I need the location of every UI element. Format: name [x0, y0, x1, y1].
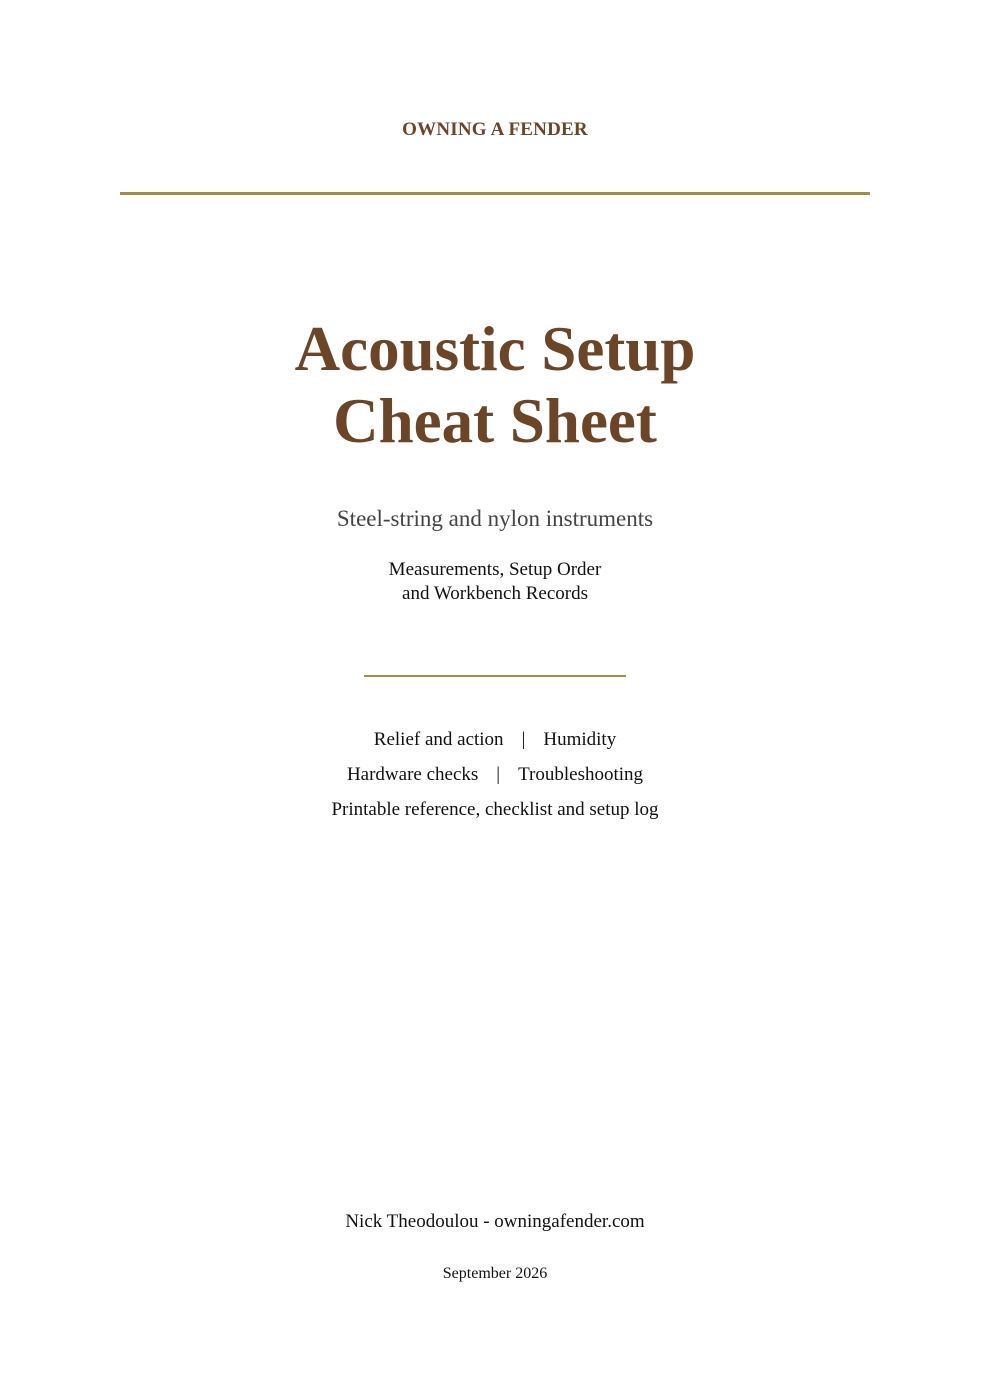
author-line: Nick Theodoulou - owningafender.com — [345, 1211, 645, 1232]
topic-row-1 — [0, 722, 990, 757]
topic-separator: | — [521, 729, 526, 750]
title-line-1: Acoustic Setup — [294, 314, 696, 384]
topic-separator: | — [496, 764, 501, 785]
topic-item: Hardware checks — [346, 764, 479, 785]
topic-list — [0, 722, 990, 827]
title-line-2: Cheat Sheet — [333, 386, 657, 456]
topic-item: Troubleshooting — [518, 764, 644, 785]
subtitle: Steel-string and nylon instruments — [336, 506, 654, 531]
description-line-2: and Workbench Records — [402, 583, 588, 604]
brand-header: OWNING A FENDER — [402, 119, 588, 140]
page-title — [0, 313, 990, 457]
publication-date: September 2026 — [442, 1265, 548, 1282]
description — [0, 558, 990, 606]
description-line-1: Measurements, Setup Order — [388, 559, 602, 580]
middle-divider — [364, 675, 626, 677]
topic-item: Relief and action — [373, 729, 504, 750]
topic-row-2 — [0, 757, 990, 792]
top-divider — [120, 192, 870, 195]
topic-row-3: Printable reference, checklist and setup log — [331, 799, 659, 820]
topic-item: Humidity — [543, 729, 617, 750]
